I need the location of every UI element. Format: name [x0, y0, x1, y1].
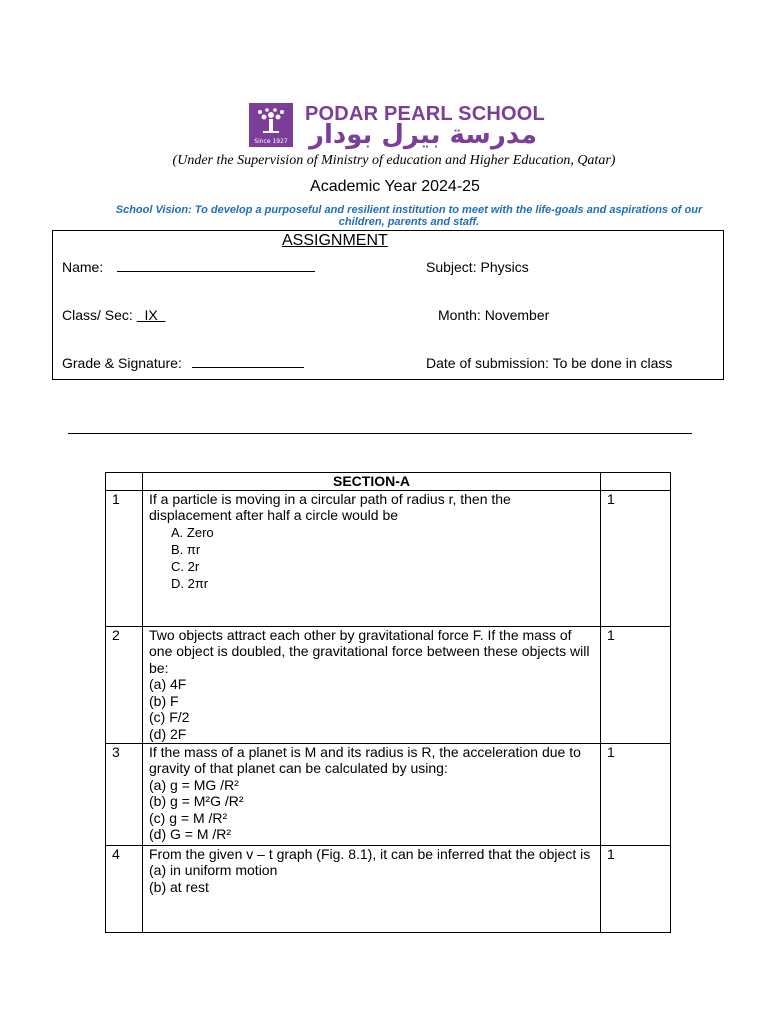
- school-logo: [249, 103, 293, 147]
- question-cell: [143, 626, 601, 743]
- question-cell: [143, 743, 601, 845]
- question-text: If a particle is moving in a circular path of radius r, then the displacement after half a circle would be: [149, 490, 511, 523]
- question-text: From the given v – t graph (Fig. 8.1), it can be inferred that the object is: [149, 845, 591, 862]
- question-cell: [143, 490, 601, 626]
- option: (d) 2F: [149, 725, 187, 742]
- question-table: [105, 472, 671, 933]
- name-row: [62, 259, 315, 275]
- question-row: [106, 845, 671, 932]
- option: D. 2πr: [171, 575, 209, 591]
- question-text: If the mass of a planet is M and its radius is R, the acceleration due to gravity of that planet can be calculated by using:: [149, 743, 581, 776]
- option: (c) g = M /R²: [149, 809, 228, 826]
- section-header-row: [106, 473, 671, 491]
- submission-label: Date of submission: To be done in class: [426, 355, 673, 371]
- class-value: IX: [144, 307, 158, 323]
- option: A. Zero: [171, 524, 214, 540]
- school-name: PODAR PEARL SCHOOL: [305, 103, 545, 125]
- grade-signature-field[interactable]: [192, 355, 304, 368]
- options-list: [149, 862, 594, 895]
- name-field[interactable]: [117, 259, 315, 272]
- question-marks: 1: [601, 490, 671, 626]
- question-number: 4: [106, 845, 143, 932]
- academic-year: Academic Year 2024-25: [310, 178, 480, 195]
- option: (b) at rest: [149, 878, 209, 895]
- option: (a) 4F: [149, 676, 187, 692]
- assignment-title: ASSIGNMENT: [282, 232, 388, 249]
- grade-row: [62, 355, 304, 371]
- class-label: Class/ Sec:: [62, 307, 133, 323]
- school-vision: School Vision: To develop a purposeful and resilient institution to meet with the life-goals and aspirations of our children, parents and staff.: [115, 204, 703, 228]
- section-title: SECTION-A: [143, 473, 601, 491]
- question-number: 3: [106, 743, 143, 845]
- option: (a) in uniform motion: [149, 862, 278, 878]
- option: B. πr: [171, 541, 201, 557]
- option: C. 2r: [171, 558, 200, 574]
- tree-icon: [255, 107, 287, 135]
- question-number: 2: [106, 626, 143, 743]
- divider-line: [68, 433, 692, 434]
- student-info-box: [52, 230, 724, 380]
- option: (b) g = M²G /R²: [149, 793, 244, 809]
- question-marks: 1: [601, 743, 671, 845]
- question-marks: 1: [601, 845, 671, 932]
- question-row: [106, 626, 671, 743]
- subject-label: Subject: Physics: [426, 259, 529, 275]
- question-marks: 1: [601, 626, 671, 743]
- options-list: [149, 777, 594, 843]
- option: (d) G = M /R²: [149, 826, 232, 842]
- options-list: [149, 676, 594, 742]
- options-list: [149, 524, 594, 592]
- question-text: Two objects attract each other by gravitational force F. If the mass of one object is doubled, the gravitational force between these objects will be:: [149, 626, 590, 676]
- option: (c) F/2: [149, 709, 190, 725]
- month-label: Month: November: [438, 307, 550, 323]
- question-cell: [143, 845, 601, 932]
- question-number: 1: [106, 490, 143, 626]
- question-row: [106, 490, 671, 626]
- name-label: Name:: [62, 259, 104, 275]
- supervision-line: (Under the Supervision of Ministry of education and Higher Education, Qatar): [172, 153, 616, 168]
- option: (a) g = MG /R²: [149, 776, 239, 793]
- question-row: [106, 743, 671, 845]
- class-row: [62, 307, 166, 323]
- since-label: Since 1927: [254, 138, 288, 145]
- option: (b) F: [149, 692, 179, 709]
- grade-label: Grade & Signature:: [62, 355, 182, 371]
- school-name-arabic: مدرسة بيرل بودار: [309, 120, 537, 150]
